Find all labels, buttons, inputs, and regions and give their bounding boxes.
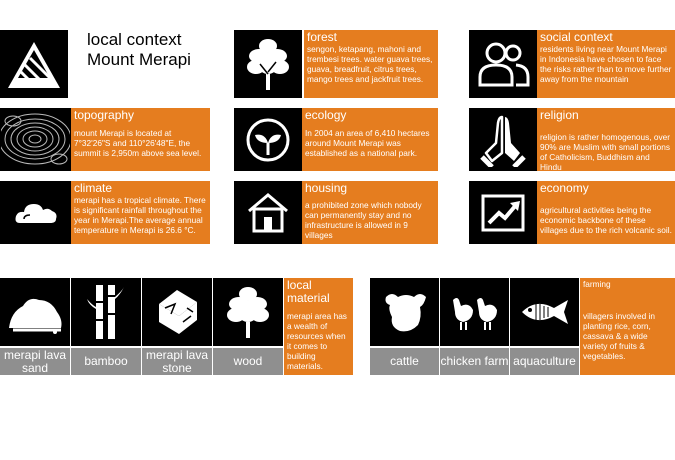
contour-icon [1, 109, 70, 170]
farming-label-cattle: cattle [370, 348, 439, 375]
people-icon [476, 41, 530, 87]
chart-up-icon [480, 193, 526, 233]
housing-icon-box [234, 181, 302, 244]
lava-sand-icon-box [0, 278, 70, 346]
cattle-icon-box [370, 278, 439, 346]
farming-label-chicken: chicken farm [440, 348, 509, 375]
aquaculture-icon-box [510, 278, 579, 346]
ecology-card: ecology In 2004 an area of 6,410 hectares around Mount Merapi was established as a national park. [302, 108, 438, 171]
bamboo-icon-box [71, 278, 141, 346]
material-label-wood: wood [213, 348, 283, 375]
material-label-lava-sand: merapi lava sand [0, 348, 70, 375]
housing-card: housing a prohibited zone which nobody can permanently stay and no infrastructure is allowed in 9 villages [302, 181, 438, 244]
cow-icon [380, 287, 430, 337]
cloud-icon [14, 199, 58, 227]
farming-label-aquaculture: aquaculture [510, 348, 579, 375]
material-label-bamboo: bamboo [71, 348, 141, 375]
tree-icon [226, 283, 270, 341]
religion-card: religion religion is rather homogenous, over 90% are Muslim with small portions of Catholicism, Buddhism and Hindu [537, 108, 675, 171]
chicken-icon [447, 292, 503, 332]
social-icon-box [469, 30, 537, 98]
house-icon [245, 191, 291, 235]
economy-icon-box [469, 181, 537, 244]
leaf-circle-icon [245, 117, 291, 163]
topography-card: topography mount Merapi is located at 7°32'26"S and 110°26'48"E, the summit is 2,950m above sea level. [71, 108, 210, 171]
sand-pile-icon [5, 290, 65, 334]
tree-icon [246, 36, 290, 92]
forest-card: forest sengon, ketapang, mahoni and trembesi trees. water guava trees, guava, breadfruit, citrus trees, mango trees and jackfruit trees. [304, 30, 438, 98]
social-context-card: social context residents living near Mount Merapi in Indonesia have chosen to face the risks rather than to move further away from the mountain [537, 30, 675, 98]
fish-icon [518, 298, 572, 326]
chicken-icon-box [440, 278, 509, 346]
religion-icon-box [469, 108, 537, 171]
lava-stone-icon-box [142, 278, 212, 346]
climate-icon-box [0, 181, 71, 244]
wood-icon-box [213, 278, 283, 346]
material-label-lava-stone: merapi lava stone [142, 348, 212, 375]
mountain-icon-box [0, 30, 68, 98]
forest-icon-box [234, 30, 302, 98]
farming-card: farming villagers involved in planting rice, corn, cassava & a wide variety of fruits & vegetables. [580, 278, 675, 375]
ecology-icon-box [234, 108, 302, 171]
page-title: local context Mount Merapi [87, 30, 191, 69]
mountain-icon [4, 34, 64, 94]
local-material-card: local material merapi area has a wealth of resources when it comes to building materials. [284, 278, 353, 375]
bamboo-icon [86, 283, 126, 341]
lava-stone-icon [149, 286, 205, 338]
topography-icon-box [0, 108, 71, 171]
climate-card: climate merapi has a tropical climate. There is significant rainfall throughout the year in Merapi.The average annual temperature in Merapi is 26.6 °C. [71, 181, 210, 244]
praying-hands-icon [478, 113, 528, 167]
economy-card: economy agricultural activities being the economic backbone of these villages due to the rich volcanic soil. [537, 181, 675, 244]
